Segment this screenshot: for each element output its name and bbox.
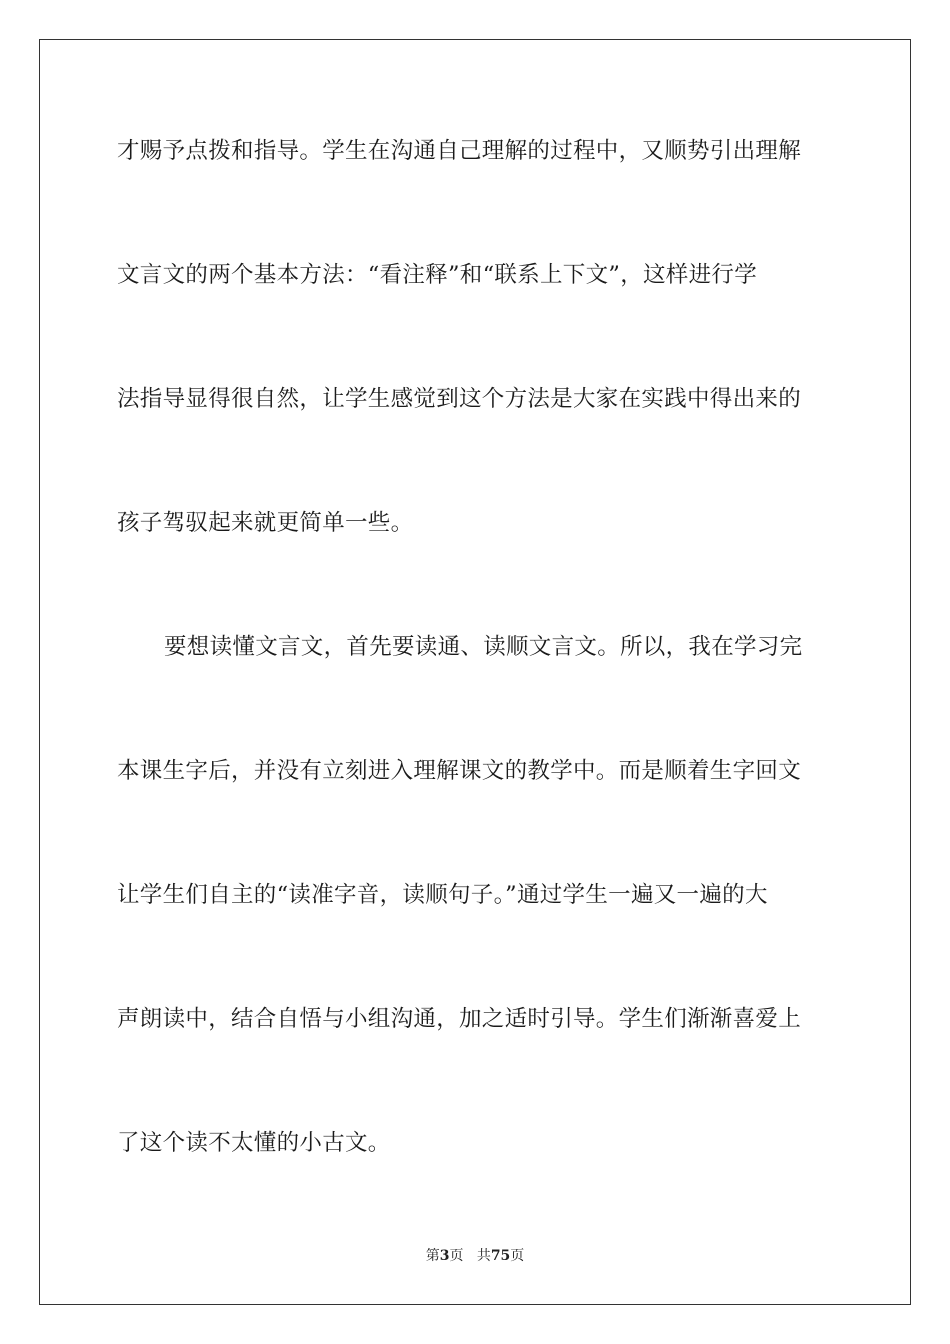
paragraph-line: 法指导显得很自然，让学生感觉到这个方法是大家在实践中得出来的: [117, 386, 802, 412]
paragraph-line: 声朗读中，结合自悟与小组沟通，加之适时引导。学生们渐渐喜爱上: [117, 1006, 802, 1032]
paragraph-line: 文言文的两个基本方法：“看注释”和“联系上下文”，这样进行学: [117, 262, 758, 288]
paragraph-line: 本课生字后，并没有立刻进入理解课文的教学中。而是顺着生字回文: [117, 758, 802, 784]
paragraph-line: 要想读懂文言文，首先要读通、读顺文言文。所以，我在学习完: [164, 634, 803, 660]
paragraph-line: 让学生们自主的“读准字音，读顺句子。”通过学生一遍又一遍的大: [117, 882, 768, 908]
page-footer: [0, 1246, 950, 1266]
paragraph-line: 了这个读不太懂的小古文。: [117, 1130, 391, 1156]
total-prefix: 共: [476, 1248, 491, 1264]
page-number: 3: [439, 1248, 450, 1264]
total-pages: 75: [490, 1248, 511, 1264]
paragraph-line: 孩子驾驭起来就更简单一些。: [117, 510, 414, 536]
page-suffix: 页: [449, 1248, 464, 1264]
page-border: [39, 39, 911, 1305]
total-suffix: 页: [510, 1248, 525, 1264]
page-prefix: 第: [425, 1248, 440, 1264]
paragraph-line: 才赐予点拨和指导。学生在沟通自己理解的过程中，又顺势引出理解: [117, 138, 802, 164]
